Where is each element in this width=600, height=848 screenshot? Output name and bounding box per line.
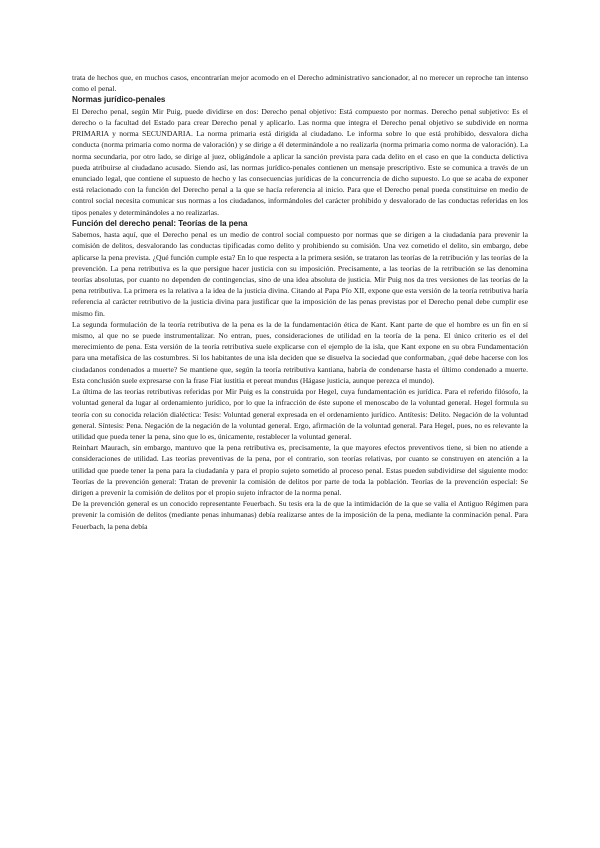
document-page	[72, 72, 528, 532]
paragraph-hegel: La última de las teorías retributivas referidas por Mir Puig es la construida por Hegel, cuya fundamentación es jurídica. Para el referido filósofo, la voluntad general da lugar al ordenamiento jurídico, por lo que la infracción de éste supone el menoscabo de la voluntad general. Hegel formula su teoría con su conocida relación dialéctica: Tesis: Voluntad general expresada en el ordenamiento jurídico. Antítesis: Delito. Negación de la voluntad general. Síntesis: Pena. Negación de la negación de la voluntad general. Ergo, afirmación de la voluntad general. Para Hegel, pues, no es relevante la utilidad que pueda tener la pena, sino que lo es, únicamente, restablecer la voluntad general.	[72, 387, 528, 441]
paragraph-normas: El Derecho penal, según Mir Puig, puede dividirse en dos: Derecho penal objetivo: Está compuesto por normas. Derecho penal subjetivo: Es el derecho o la facultad del Estado para crear Derecho penal y aplicarlo. Las norma que integra el Derecho penal objetivo se subdivide en norma PRIMARIA y norma SECUNDARIA. La norma primaria está dirigida al ciudadano. Le informa sobre lo que está prohibido, desvalora dicha conducta (norma primaria como norma de valoración) y se dirige a él determinándole a no realizarla (norma primaria como norma de valoración). La norma secundaria, por otro lado, se dirige al juez, obligándole a aplicar la sanción prevista para cada delito en el caso en que la conducta delictiva pueda atribuirse al ciudadano acusado. Siendo así, las normas jurídico-penales contienen un mensaje prescriptivo. Este se comunica a través de un enunciado legal, que contiene el supuesto de hecho y las consecuencias jurídicas de la concurrencia de dicho supuesto. Lo que se acaba de exponer está relacionado con la función del Derecho penal a la que se hacía referencia al inicio. Para que el Derecho penal pueda constituirse en medio de control social necesita comunicar sus normas a los ciudadanos, informándoles del carácter prohibido y desvalorado de las conductas referidas en los tipos penales y determinándoles a no realizarlas.	[72, 106, 528, 217]
paragraph-intro-continuation: trata de hechos que, en muchos casos, encontrarían mejor acomodo en el Derecho administrativo sancionador, al no merecer un reproche tan intenso como el penal.	[72, 73, 528, 94]
paragraph-feuerbach: De la prevención general es un conocido representante Feuerbach. Su tesis era la de que la intimidación de la que se valía el Antiguo Régimen para prevenir la comisión de delitos (mediante penas inhumanas) debía realizarse antes de la imposición de la pena, mediante la conminación penal. Para Feuerbach, la pena debía	[72, 499, 528, 531]
heading-funcion-derecho-penal: Función del derecho penal: Teorías de la pena	[72, 218, 248, 228]
paragraph-maurach: Reinhart Maurach, sin embargo, mantuvo que la pena retributiva es, precisamente, la que mayores efectos preventivos tiene, si bien no atiende a consideraciones de utilidad. Las teorías preventivas de la pena, por el contrario, son teorías relativas, por cuanto se construyen en atención a la utilidad que puede tener la pena para la ciudadanía y para el propio sujeto sometido al proceso penal. Estas pueden subdividirse del siguiente modo: Teorías de la prevención general: Tratan de prevenir la comisión de delitos por parte de toda la población. Teorías de la prevención especial: Se dirigen a prevenir la comisión de delitos por el propio sujeto infractor de la norma penal.	[72, 443, 528, 497]
paragraph-teorias-pena: Sabemos, hasta aquí, que el Derecho penal es un medio de control social compuesto por normas que se dirigen a la ciudadanía para prevenir la comisión de delitos, desvalorando las conductas tipificadas como delito y prohibiendo su comisión. Una vez cometido el delito, sin embargo, debe aplicarse la pena prevista. ¿Qué función cumple esta? En lo que respecta a la primera sesión, se trataron las teorías de la retribución y las teorías de la prevención. La pena retributiva es la que persigue hacer justicia con su imposición. Precisamente, a las teorías de la retribución se las denomina teorías absolutas, por cuanto no dependen de contingencias, sino de una idea absoluta de justicia. Mir Puig nos da tres versiones de las teorías de la pena retributiva. La primera es la relativa a la idea de la justicia divina. Citando al Papa Pío XII, expone que esta versión de la teoría retributiva haría referencia al carácter retributivo de la justicia divina para justificar que la imposición de las penas previstas por el Derecho penal debe cumplir ese mismo fin.	[72, 230, 528, 318]
paragraph-kant: La segunda formulación de la teoría retributiva de la pena es la de la fundamentación ética de Kant. Kant parte de que el hombre es un fin en sí mismo, al que no se puede instrumentalizar. No entran, pues, consideraciones de utilidad en la teoría de la pena. El único criterio es el del merecimiento de pena. Esta versión de la teoría retributiva suele explicarse con el ejemplo de la isla, que Kant expone en su obra Fundamentación para una metafísica de las costumbres. Si los habitantes de una isla deciden que se disuelva la sociedad que conformaban, ¿qué debe hacerse con los ciudadanos condenados a muerte? Se mantiene que, según la teoría retributiva kantiana, habría de condenarse hasta el último condenado a muerte. Esta conclusión suele expresarse con la frase Fiat iustitia et pereat mundus (Hágase justicia, aunque perezca el mundo).	[72, 319, 528, 385]
heading-normas-juridico-penales: Normas jurídico-penales	[72, 95, 166, 105]
